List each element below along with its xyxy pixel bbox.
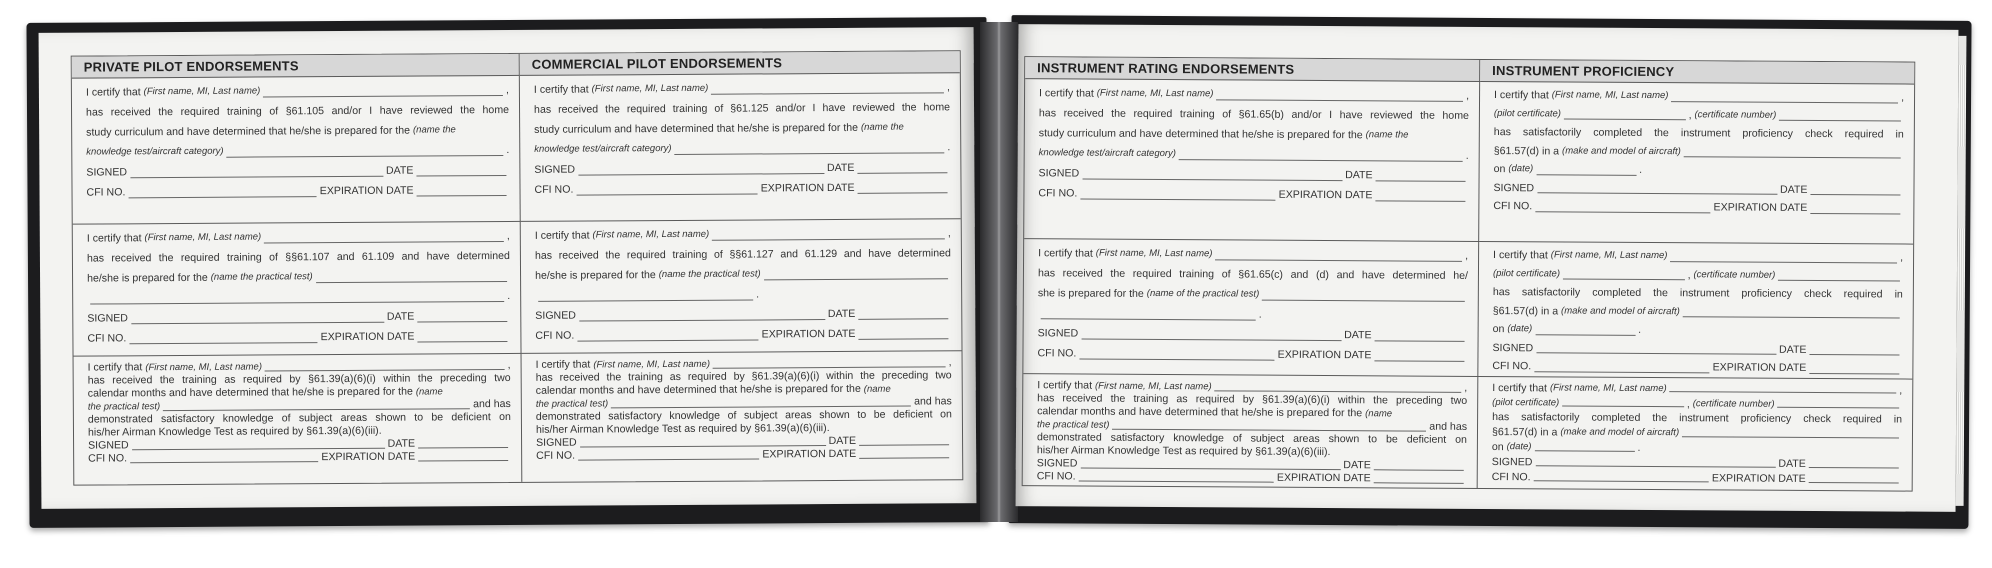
cfi-number-line[interactable] (1535, 201, 1710, 213)
expiration-date-line[interactable] (1809, 471, 1899, 483)
signature-line[interactable] (578, 163, 824, 176)
date-line[interactable] (857, 162, 947, 174)
date-line[interactable] (418, 437, 508, 449)
expiration-date-line[interactable] (1374, 472, 1464, 484)
student-name-line[interactable] (1216, 89, 1463, 102)
date-line[interactable] (1809, 456, 1899, 468)
signature-line[interactable] (580, 435, 826, 448)
signature-line[interactable] (1536, 342, 1776, 354)
signature-line[interactable] (131, 312, 384, 325)
instrument-proficiency-check-1[interactable]: I certify that (First name, MI, Last name) , (pilot certificate) , (certificate number) has satisfactorily completed the instrument proficiency check required in §61.57(d) in a (make and model of aircraft) on (date) . SIGNED DATE CFI NO. EXPIRATION DATE (1479, 82, 1914, 245)
commercial-pilot-header: COMMERCIAL PILOT ENDORSEMENTS (520, 51, 960, 76)
instrument-review-endorsement[interactable]: I certify that (First name, MI, Last name) , has received the training as required by §61.39(a)(6)(i) within the preceding two calendar months and have determined that he/she is prepared for the (name the practical test) and has demonstrated satisfactory knowledge of subject areas shown to be deficient on his/her Airman Knowledge Test as required by §61.39(a)(6)(iii). SIGNED DATE CFI NO. EXPIRATION DATE (1023, 374, 1479, 488)
instrument-practical-endorsement[interactable]: I certify that (First name, MI, Last name) , has received the required training of §61.65(c) and (d) and have determined he/ she is prepared for the (name of the practical test) . SIGNED DATE CFI NO. EXPIRATION DATE (1023, 239, 1479, 377)
signature-line[interactable] (132, 438, 385, 451)
expiration-date-line[interactable] (418, 450, 508, 462)
cfi-number-line[interactable] (1080, 189, 1275, 201)
pilot-name-line[interactable] (1671, 91, 1898, 103)
date-line[interactable] (859, 434, 949, 446)
private-practical-endorsement[interactable]: I certify that (First name, MI, Last name) , has received the required training of §§61.107 and 61.109 and have determined he/she is prepared for the (name the practical test) . SIGNED DATE CFI NO. EXPIRATION DATE (73, 222, 522, 357)
expiration-date-line[interactable] (417, 331, 507, 343)
instrument-proficiency-header: INSTRUMENT PROFICIENCY (1480, 60, 1914, 85)
cfi-number-line[interactable] (1534, 361, 1709, 373)
cfi-number-line[interactable] (128, 186, 316, 198)
expiration-date-line[interactable] (858, 328, 948, 340)
pilot-name-line[interactable] (1670, 381, 1897, 393)
cfi-number-line[interactable] (1534, 470, 1709, 482)
commercial-review-endorsement[interactable]: I certify that (First name, MI, Last name) , has received the training as required by §61.39(a)(6)(i) within the preceding two calendar months and have determined that he/she is prepared for the (name the practical test) and has demonstrated satisfactory knowledge of subject areas shown to be deficient on his/her Airman Knowledge Test as required by §61.39(a)(6)(iii). SIGNED DATE CFI NO. EXPIRATION DATE (535, 356, 952, 462)
student-name-line[interactable] (713, 356, 946, 368)
expiration-date-line[interactable] (857, 182, 947, 194)
cfi-number-line[interactable] (1079, 349, 1274, 361)
date-line[interactable] (416, 165, 506, 177)
student-name-line[interactable] (1215, 249, 1462, 262)
signature-line[interactable] (1080, 458, 1340, 471)
date-line[interactable] (1376, 170, 1466, 182)
left-page (39, 27, 977, 509)
cfi-number-line[interactable] (578, 448, 759, 460)
cfi-number-line[interactable] (577, 329, 758, 341)
student-name-line[interactable] (265, 359, 505, 371)
cfi-number-line[interactable] (1079, 471, 1274, 483)
instrument-knowledge-endorsement[interactable]: I certify that (First name, MI, Last name) , has received the required training of §61.65(b) and/or I have reviewed the home study curriculum and have determined that he/she is prepared for the (name the knowledge test/aircraft category) . SIGNED DATE CFI NO. EXPIRATION DATE (1024, 79, 1480, 242)
signature-line[interactable] (1535, 455, 1775, 467)
signature-line[interactable] (579, 309, 825, 322)
student-name-line[interactable] (263, 85, 503, 97)
private-pilot-header: PRIVATE PILOT ENDORSEMENTS (72, 54, 520, 79)
signature-line[interactable] (1537, 182, 1777, 194)
signature-line[interactable] (130, 166, 383, 179)
pilot-name-line[interactable] (1670, 251, 1897, 263)
left-endorsement-grid (71, 50, 964, 485)
date-line[interactable] (417, 311, 507, 323)
date-line[interactable] (1810, 184, 1900, 196)
cfi-number-line[interactable] (129, 332, 317, 344)
date-line[interactable] (858, 308, 948, 320)
date-line[interactable] (1374, 459, 1464, 471)
expiration-date-line[interactable] (1810, 202, 1900, 214)
right-page (1016, 24, 1959, 512)
instrument-proficiency-check-2[interactable]: I certify that (First name, MI, Last name) , (pilot certificate) , (certificate number) has satisfactorily completed the instrument proficiency check required in §61.57(d) in a (make and model of aircraft) on (date) . SIGNED DATE CFI NO. EXPIRATION DATE (1478, 242, 1913, 380)
instrument-proficiency-check-3[interactable]: I certify that (First name, MI, Last name) , (pilot certificate) , (certificate number) has satisfactorily completed the instrument proficiency check required in §61.57(d) in a (make and model of aircraft) on (date) . SIGNED DATE CFI NO. EXPIRATION DATE (1491, 381, 1903, 485)
student-name-line[interactable] (712, 228, 945, 240)
student-name-line[interactable] (264, 231, 504, 243)
expiration-date-line[interactable] (1809, 362, 1899, 374)
expiration-date-line[interactable] (859, 447, 949, 459)
date-line[interactable] (1375, 330, 1465, 342)
expiration-date-line[interactable] (1374, 350, 1464, 362)
instrument-rating-header: INSTRUMENT RATING ENDORSEMENTS (1025, 57, 1480, 82)
commercial-knowledge-endorsement[interactable]: I certify that (First name, MI, Last name) , has received the required training of §61.125 and/or I have reviewed the home study curriculum and have determined that he/she is prepared for the (name the knowledge test/aircraft category) . SIGNED DATE CFI NO. EXPIRATION DATE (520, 73, 961, 222)
commercial-practical-endorsement[interactable]: I certify that (First name, MI, Last name) , has received the required training of §§61.127 and 61.129 and have determined he/she is prepared for the (name the practical test) . SIGNED DATE CFI NO. EXPIRATION DATE (521, 219, 962, 354)
expiration-date-line[interactable] (1375, 190, 1465, 202)
signature-line[interactable] (1082, 169, 1342, 182)
student-name-line[interactable] (1215, 380, 1462, 393)
private-knowledge-endorsement[interactable]: I certify that (First name, MI, Last name) , has received the required training of §61.105 and/or I have reviewed the home study curriculum and have determined that he/she is prepared for the (name the knowledge test/aircraft category) . SIGNED DATE CFI NO. EXPIRATION DATE (72, 76, 521, 225)
cfi-number-line[interactable] (576, 183, 757, 195)
logbook-spine (980, 22, 1018, 522)
private-review-endorsement[interactable]: I certify that (First name, MI, Last name) , has received the training as required by §61.39(a)(6)(i) within the preceding two calendar months and have determined that he/she is prepared for the (name the practical test) and has demonstrated satisfactory knowledge of subject areas shown to be deficient on his/her Airman Knowledge Test as required by §61.39(a)(6)(iii). SIGNED DATE CFI NO. EXPIRATION DATE (74, 354, 523, 485)
signature-line[interactable] (1081, 329, 1341, 342)
cfi-number-line[interactable] (130, 451, 318, 463)
student-name-line[interactable] (711, 82, 944, 94)
expiration-date-line[interactable] (416, 185, 506, 197)
right-endorsement-grid (1022, 56, 1916, 491)
date-line[interactable] (1809, 344, 1899, 356)
